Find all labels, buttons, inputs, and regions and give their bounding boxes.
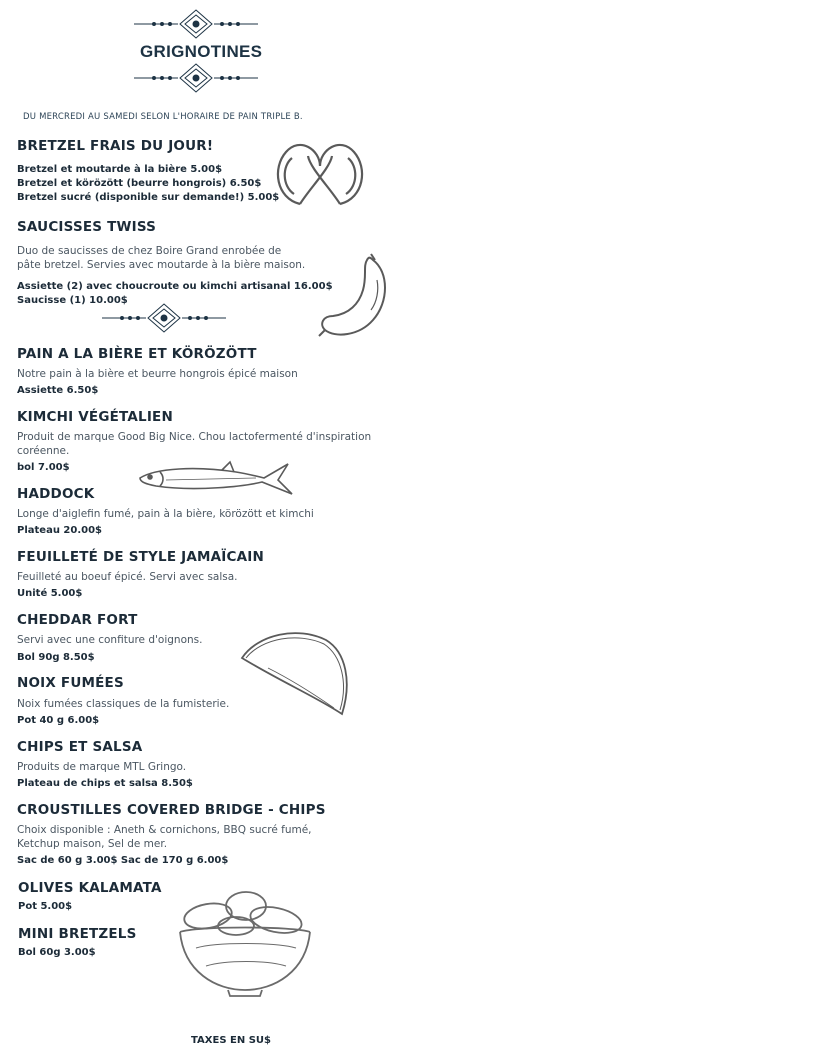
price-line: Bol 90g 8.50$	[17, 652, 95, 663]
section-title-saucisses: SAUCISSES TWISS	[17, 219, 157, 235]
description-line: Duo de saucisses de chez Boire Grand enrobée de	[17, 245, 282, 257]
section-title-feuillete: FEUILLETÉ DE STYLE JAMAÏCAIN	[17, 549, 264, 565]
description-line: pâte bretzel. Servies avec moutarde à la bière maison.	[17, 259, 306, 271]
chips-bowl-icon	[176, 886, 314, 998]
description-line: Longe d'aiglefin fumé, pain à la bière, körözött et kimchi	[17, 508, 314, 520]
pretzel-icon	[270, 138, 370, 210]
price-line: Saucisse (1) 10.00$	[17, 295, 128, 306]
section-title-chips: CHIPS ET SALSA	[17, 739, 143, 755]
fish-icon	[136, 458, 294, 498]
price-line: Pot 5.00$	[18, 901, 73, 912]
description-line: Produit de marque Good Big Nice. Chou lactofermenté d'inspiration	[17, 431, 372, 443]
section-title-bretzel: BRETZEL FRAIS DU JOUR!	[17, 138, 214, 154]
section-title-pain: PAIN A LA BIÈRE ET KÖRÖZÖTT	[17, 346, 257, 362]
price-line: Assiette 6.50$	[17, 385, 99, 396]
description-line: Ketchup maison, Sel de mer.	[17, 838, 168, 850]
price-line: Bretzel et körözött (beurre hongrois) 6.50$	[17, 178, 262, 189]
price-line: Bol 60g 3.00$	[18, 947, 96, 958]
description-line: Noix fumées classiques de la fumisterie.	[17, 698, 230, 710]
section-title-cheddar: CHEDDAR FORT	[17, 612, 138, 628]
description-line: Produits de marque MTL Gringo.	[17, 761, 187, 773]
section-title-minibretzels: MINI BRETZELS	[18, 926, 137, 942]
empanada-icon	[238, 628, 354, 718]
price-line: Sac de 60 g 3.00$ Sac de 170 g 6.00$	[17, 855, 229, 866]
description-line: coréenne.	[17, 445, 70, 457]
price-line: Bretzel et moutarde à la bière 5.00$	[17, 164, 223, 175]
description-line: Servi avec une confiture d'oignons.	[17, 634, 203, 646]
description-line: Notre pain à la bière et beurre hongrois épicé maison	[17, 368, 298, 380]
section-title-croustilles: CROUSTILLES COVERED BRIDGE - CHIPS	[17, 802, 326, 818]
taxes-note: TAXES EN SU$	[191, 1035, 271, 1046]
description-line: Feuilleté au boeuf épicé. Servi avec salsa.	[17, 571, 238, 583]
price-line: Unité 5.00$	[17, 588, 83, 599]
sausage-icon	[315, 250, 395, 344]
page-title: GRIGNOTINES	[140, 42, 263, 61]
price-line: bol 7.00$	[17, 462, 70, 473]
price-line: Plateau 20.00$	[17, 525, 103, 536]
section-title-olives: OLIVES KALAMATA	[18, 880, 162, 896]
description-line: Choix disponible : Aneth & cornichons, BBQ sucré fumé,	[17, 824, 312, 836]
section-title-haddock: HADDOCK	[17, 486, 95, 502]
ornament-divider-icon	[132, 62, 260, 94]
ornament-divider-icon	[100, 302, 228, 334]
price-line: Plateau de chips et salsa 8.50$	[17, 778, 193, 789]
price-line: Pot 40 g 6.00$	[17, 715, 100, 726]
section-title-noix: NOIX FUMÉES	[17, 675, 124, 691]
price-line: Assiette (2) avec choucroute ou kimchi artisanal 16.00$	[17, 281, 333, 292]
price-line: Bretzel sucré (disponible sur demande!) 5.00$	[17, 192, 280, 203]
section-title-kimchi: KIMCHI VÉGÉTALIEN	[17, 409, 173, 425]
schedule-note: DU MERCREDI AU SAMEDI SELON L'HORAIRE DE PAIN TRIPLE B.	[23, 112, 303, 122]
ornament-divider-icon	[132, 8, 260, 40]
